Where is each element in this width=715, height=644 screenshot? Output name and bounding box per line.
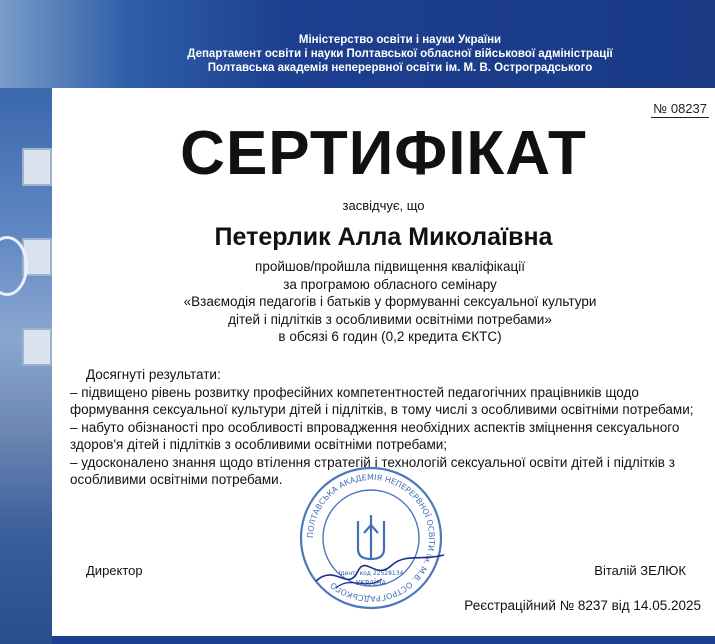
program-line: пройшов/пройшла підвищення кваліфікації	[255, 259, 525, 274]
program-description	[100, 258, 680, 346]
ministry-line: Міністерство освіти і науки України	[298, 34, 502, 46]
results-heading: Досягнуті результати:	[86, 367, 221, 382]
signatory-name: Віталій ЗЕЛЮК	[594, 563, 686, 578]
program-line: за програмою обласного семінару	[283, 276, 497, 292]
program-line: «Взаємодія педагогів і батьків у формуванні сексуальної культури	[183, 294, 597, 309]
registration-number: Реєстраційний № 8237 від 14.05.2025	[464, 598, 701, 613]
trident-icon	[358, 515, 384, 559]
official-stamp	[296, 463, 446, 613]
stamp-country: УКРАЇНА	[355, 579, 387, 587]
stamp-code: Ідент. код 22528134	[338, 570, 404, 577]
certifies-text: засвідчує, що	[342, 198, 425, 213]
program-line: дітей і підлітків з особливими освітніми потребами»	[228, 311, 552, 327]
window-shape	[22, 328, 52, 366]
result-item: – підвищено рівень розвитку професійних компетентностей педагогічних працівників щодо формування сексуальної культури дітей і підлітків, в тому числі з особливими освітніми потребами;	[70, 384, 694, 417]
building-photo	[0, 88, 52, 644]
certificate-number: № 08237	[653, 101, 707, 116]
issuer-header	[100, 33, 700, 75]
recipient-name: Петерлик Алла Миколаївна	[214, 223, 553, 251]
result-item: – удосконалено знання щодо втілення стратегій і технологій сексуальної освіти дітей і підлітків з особливими освітніми потребами.	[70, 454, 675, 487]
department-line: Департамент освіти і науки Полтавської обласної військової адміністрації	[187, 48, 613, 60]
program-line: в обсязі 6 годин (0,2 кредита ЄКТС)	[278, 329, 502, 344]
result-item: – набуто обізнаності про особливості впровадження необхідних аспектів зміцнення сексуального здоров'я дітей і підлітків з особливими освітніми потребами;	[70, 419, 680, 452]
footer-band	[52, 636, 715, 644]
window-shape	[22, 148, 52, 186]
stamp-ring-text: ПОЛТАВСЬКА АКАДЕМІЯ НЕПЕРЕРВНОЇ ОСВІТИ ім. М.В. ОСТРОГРАДСЬКОГО	[305, 472, 437, 604]
certificate-title: СЕРТИФІКАТ	[180, 119, 587, 188]
signatory-position: Директор	[86, 563, 143, 578]
academy-line: Полтавська академія неперервної освіти ім. М. В. Остроградського	[207, 62, 593, 74]
